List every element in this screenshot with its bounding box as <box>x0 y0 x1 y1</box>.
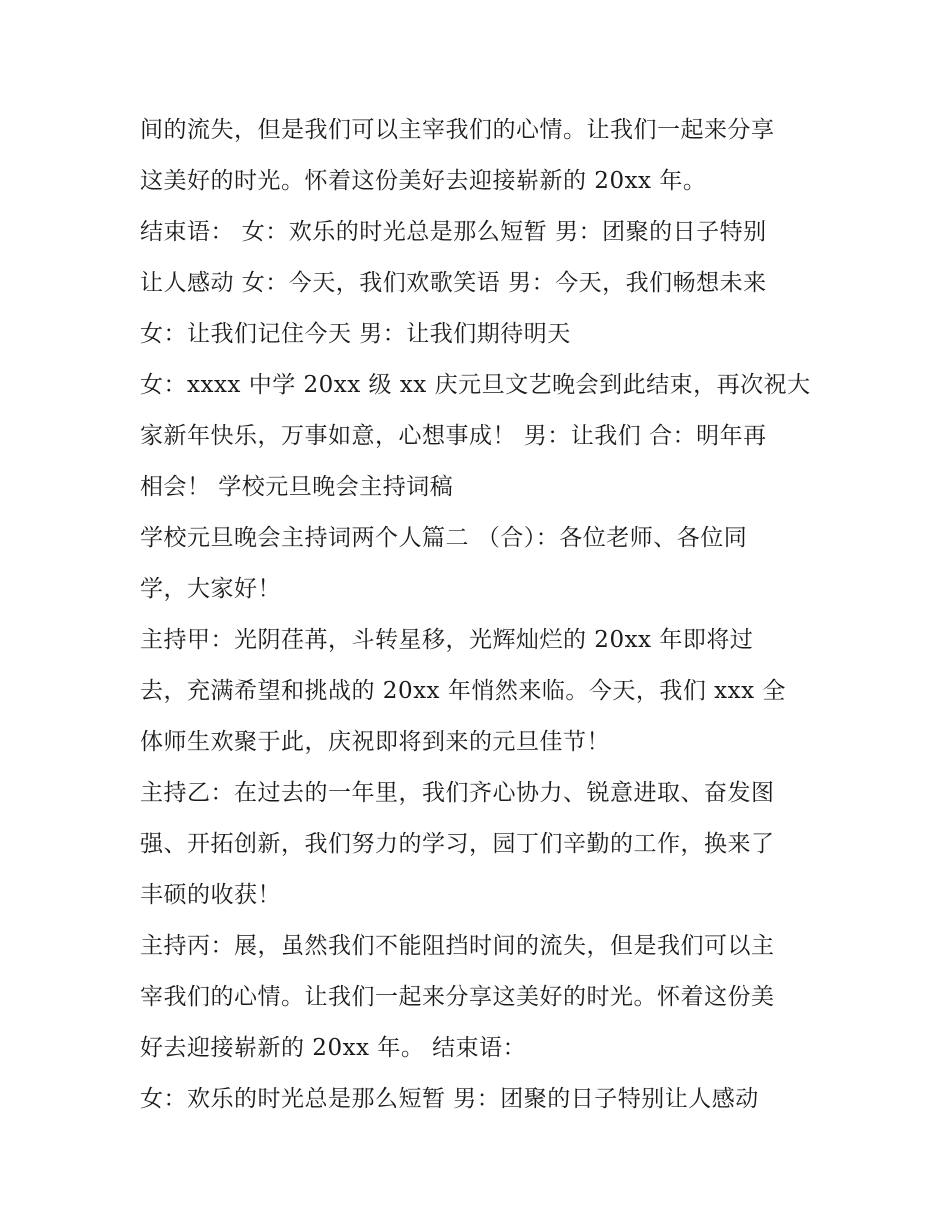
text-line: 强、开拓创新，我们努力的学习，园丁们辛勤的工作，换来了 <box>140 831 775 857</box>
text-line: 相会！ 学校元旦晚会主持词稿 <box>140 474 454 500</box>
text-line: 这美好的时光。怀着这份美好去迎接崭新的 20xx 年。 <box>140 168 707 194</box>
text-line: 主持乙：在过去的一年里，我们齐心协力、锐意进取、奋发图 <box>140 780 775 806</box>
text-line: 让人感动 女：今天，我们欢歌笑语 男：今天，我们畅想未来 <box>140 270 767 296</box>
text-line: 学校元旦晚会主持词两个人篇二 （合）：各位老师、各位同 <box>140 525 748 551</box>
text-line: 好去迎接崭新的 20xx 年。 结束语： <box>140 1035 527 1061</box>
text-line: 宰我们的心情。让我们一起来分享这美好的时光。怀着这份美 <box>140 984 775 1010</box>
document-body <box>140 105 820 1125</box>
text-line: 体师生欢聚于此，庆祝即将到来的元旦佳节！ <box>140 729 610 755</box>
text-line: 女：让我们记住今天 男：让我们期待明天 <box>140 321 571 347</box>
text-line: 主持丙：展，虽然我们不能阻挡时间的流失，但是我们可以主 <box>140 933 775 959</box>
text-line: 结束语： 女：欢乐的时光总是那么短暂 男：团聚的日子特别 <box>140 219 767 245</box>
text-line: 去，充满希望和挑战的 20xx 年悄然来临。今天，我们 xxx 全 <box>140 678 786 704</box>
text-line: 家新年快乐，万事如意，心想事成！ 男：让我们 合：明年再 <box>140 423 767 449</box>
text-line: 学，大家好！ <box>140 576 281 602</box>
text-line: 丰硕的收获！ <box>140 882 281 908</box>
text-line: 主持甲：光阴荏苒，斗转星移，光辉灿烂的 20xx 年即将过 <box>140 627 754 653</box>
text-line: 女：xxxx 中学 20xx 级 xx 庆元旦文艺晚会到此结束，再次祝大 <box>140 372 811 398</box>
text-line: 间的流失，但是我们可以主宰我们的心情。让我们一起来分享 <box>140 117 775 143</box>
text-line: 女：欢乐的时光总是那么短暂 男：团聚的日子特别让人感动 <box>140 1086 759 1112</box>
